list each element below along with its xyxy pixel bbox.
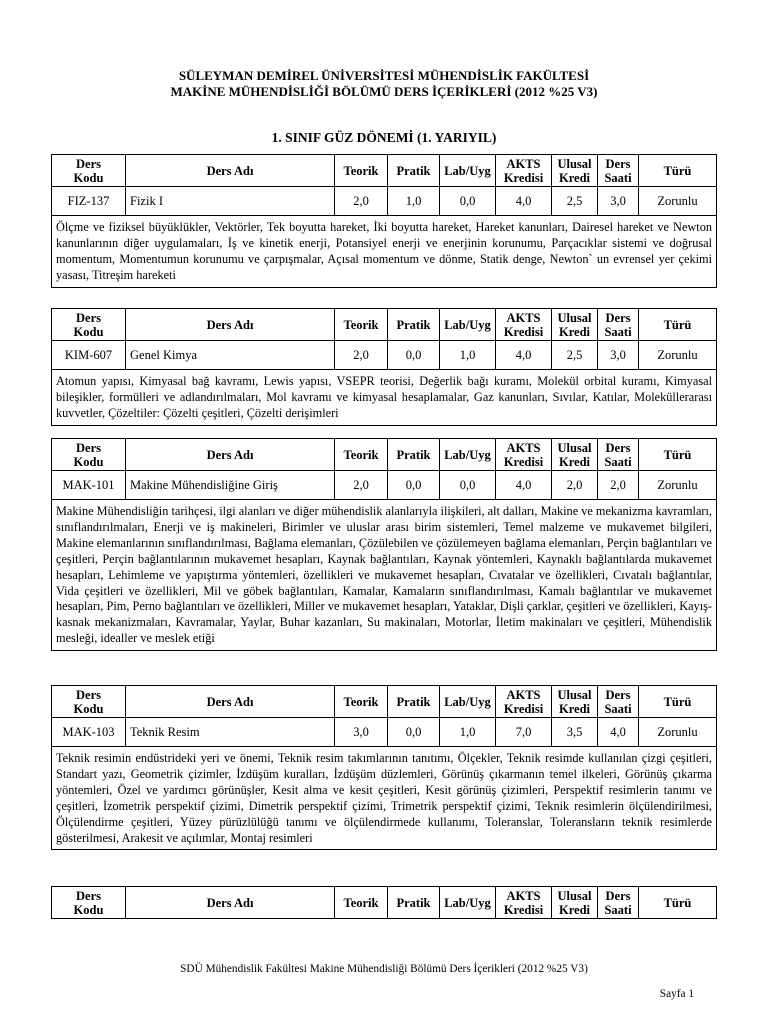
- course-turu: Zorunlu: [639, 187, 717, 216]
- header-saat: Ders Saati: [598, 686, 639, 718]
- course-description: Atomun yapısı, Kimyasal bağ kavramı, Lewis yapısı, VSEPR teorisi, Değerlik bağı kuramı, Molekül orbital kuramı, Kimyasal bileşikler, formülleri ve adlandırılmaları, Mol kavramı ve kimyasal hesaplamalar, Gaz kanunları, Sıvılar, Katılar, Moleküllerarası kuvvetler, Çözeltiler: Çözelti çeşitleri, Çözelti derişimleri: [52, 370, 717, 426]
- header-turu: Türü: [639, 439, 717, 471]
- course-teorik: 2,0: [335, 187, 388, 216]
- course-code: KIM-607: [52, 341, 126, 370]
- course-ulusal: 3,5: [552, 718, 598, 747]
- course-description: Ölçme ve fiziksel büyüklükler, Vektörler, Tek boyutta hareket, İki boyutta hareket, Hareket kanunları, Dairesel hareket ve Newton kanunlarının diğer uygulamaları, İş ve kinetik enerji, Potansiyel enerji ve enerjinin korunumu, Parçacıklar sistemi ve doğrusal momentum, Momentumun korunumu ve çarpışmalar, Açısal momentum ve dönme, Statik denge, Newton` un evrensel yer çekimi yasası, Titreşim hareketi: [52, 216, 717, 288]
- page-footer: SDÜ Mühendislik Fakültesi Makine Mühendisliği Bölümü Ders İçerikleri (2012 %25 V3): [180, 963, 588, 975]
- course-teorik: 3,0: [335, 718, 388, 747]
- course-table: [51, 308, 717, 426]
- header-pratik: Pratik: [388, 439, 440, 471]
- course-akts: 4,0: [496, 471, 552, 500]
- header-code: Ders Kodu: [52, 686, 126, 718]
- table-row: [52, 187, 717, 216]
- header-teorik: Teorik: [335, 155, 388, 187]
- course-pratik: 0,0: [388, 341, 440, 370]
- header-ulusal: Ulusal Kredi: [552, 887, 598, 919]
- header-teorik: Teorik: [335, 887, 388, 919]
- course-table: [51, 438, 717, 651]
- header-code: Ders Kodu: [52, 887, 126, 919]
- header-saat: Ders Saati: [598, 309, 639, 341]
- header-pratik: Pratik: [388, 309, 440, 341]
- header-ulusal: Ulusal Kredi: [552, 155, 598, 187]
- course-pratik: 0,0: [388, 471, 440, 500]
- header-ulusal: Ulusal Kredi: [552, 686, 598, 718]
- course-ulusal: 2,5: [552, 341, 598, 370]
- header-turu: Türü: [639, 887, 717, 919]
- course-turu: Zorunlu: [639, 341, 717, 370]
- header-teorik: Teorik: [335, 439, 388, 471]
- header-pratik: Pratik: [388, 686, 440, 718]
- header-turu: Türü: [639, 155, 717, 187]
- document-subtitle: MAKİNE MÜHENDİSLİĞİ BÖLÜMÜ DERS İÇERİKLERİ (2012 %25 V3): [170, 84, 598, 99]
- header-pratik: Pratik: [388, 155, 440, 187]
- course-saat: 4,0: [598, 718, 639, 747]
- header-akts: AKTS Kredisi: [496, 887, 552, 919]
- course-akts: 7,0: [496, 718, 552, 747]
- course-ulusal: 2,0: [552, 471, 598, 500]
- header-lab: Lab/Uyg: [440, 309, 496, 341]
- header-pratik: Pratik: [388, 887, 440, 919]
- header-name: Ders Adı: [126, 155, 335, 187]
- course-lab: 1,0: [440, 718, 496, 747]
- table-row: [52, 341, 717, 370]
- course-code: MAK-103: [52, 718, 126, 747]
- document-title: SÜLEYMAN DEMİREL ÜNİVERSİTESİ MÜHENDİSLİK FAKÜLTESİ: [178, 68, 590, 83]
- header-saat: Ders Saati: [598, 887, 639, 919]
- course-code: MAK-101: [52, 471, 126, 500]
- header-name: Ders Adı: [126, 309, 335, 341]
- header-teorik: Teorik: [335, 686, 388, 718]
- course-lab: 1,0: [440, 341, 496, 370]
- header-name: Ders Adı: [126, 686, 335, 718]
- course-lab: 0,0: [440, 471, 496, 500]
- header-saat: Ders Saati: [598, 439, 639, 471]
- course-name: Fizik I: [126, 187, 335, 216]
- course-akts: 4,0: [496, 187, 552, 216]
- header-saat: Ders Saati: [598, 155, 639, 187]
- header-lab: Lab/Uyg: [440, 686, 496, 718]
- course-ulusal: 2,5: [552, 187, 598, 216]
- course-table: [51, 685, 717, 850]
- table-row: [52, 471, 717, 500]
- header-teorik: Teorik: [335, 309, 388, 341]
- course-saat: 3,0: [598, 341, 639, 370]
- course-description: Makine Mühendisliğin tarihçesi, ilgi alanları ve diğer mühendislik alanlarıyla ilişkileri, alt dalları, Makine ve mekanizma kavramları, sınıflandırılmaları, Enerji ve iş makineleri, Birimler ve uluslar arası birim sistemleri, Temel malzeme ve mukavemet bilgileri, Makine elemanlarının sınıflandırılması, Bağlama elemanları, Çözülebilen ve çözülemeyen bağlama elemanları, Perçin bağlantıları ve çeşitleri, Perçin bağlantılarının mukavemet hesapları, Kaynak bağlantıları, Kaynak yöntemleri, Kaynaklı bağlantılarda mukavemet hesapları, Lehimleme ve yapıştırma yöntemleri, özellikleri ve mukavemet hesapları, Cıvatalar ve özellikleri, Cıvatalı bağlantılar, Vida çeşitleri ve özellikleri, Mil ve göbek bağlantıları, Kamalar, Kamaların sınıflandırılması, Kamalı bağlantılar ve mukavemet hesapları, Pim, Perno bağlantıları ve özellikleri, Miller ve mukavemet hesapları, Yataklar, Dişli çarklar, çeşitleri ve özellikleri, Kayış-kasnak mekanizmaları, Kavramalar, Yaylar, Buhar kazanları, Su makinaları, Motorlar, İletim makinaları ve çeşitleri, Mühendislik mesleği, idealler ve meslek etiği: [52, 500, 717, 651]
- page-number: Sayfa 1: [659, 988, 694, 1000]
- header-lab: Lab/Uyg: [440, 439, 496, 471]
- header-ulusal: Ulusal Kredi: [552, 439, 598, 471]
- course-saat: 3,0: [598, 187, 639, 216]
- course-turu: Zorunlu: [639, 471, 717, 500]
- course-name: Genel Kimya: [126, 341, 335, 370]
- course-lab: 0,0: [440, 187, 496, 216]
- table-row: [52, 718, 717, 747]
- course-pratik: 1,0: [388, 187, 440, 216]
- header-akts: AKTS Kredisi: [496, 309, 552, 341]
- header-ulusal: Ulusal Kredi: [552, 309, 598, 341]
- course-description: Teknik resimin endüstrideki yeri ve önemi, Teknik resim takımlarının tanıtımı, Ölçekler, Teknik resimde kullanılan çizgi çeşitleri, Standart yazı, Geometrik çizimler, İzdüşüm kuralları, İzdüşüm düzlemleri, Görünüş çıkarmanın temel ilkeleri, Görünüş çıkarma yöntemleri, Özel ve yardımcı görünüşler, Kesit alma ve kesit çeşitleri, Kesit görünüş çizimleri, Perspektif resimlerin tanımı ve çeşitleri, İzometrik perspektif çizimi, Dimetrik perspektif çizimi, Trimetrik perspektif çizimi, Teknik resimlerin ölçülendirilmesi, Ölçülendirme çeşitleri, Yüzey pürüzlülüğü tanımı ve ölçülendirmede kullanımı, Toleranslar, Toleransların teknik resimlerde gösterilmesi, Arakesit ve açılımlar, Montaj resimleri: [52, 747, 717, 850]
- header-akts: AKTS Kredisi: [496, 439, 552, 471]
- header-akts: AKTS Kredisi: [496, 155, 552, 187]
- course-saat: 2,0: [598, 471, 639, 500]
- course-teorik: 2,0: [335, 341, 388, 370]
- header-lab: Lab/Uyg: [440, 887, 496, 919]
- course-turu: Zorunlu: [639, 718, 717, 747]
- course-teorik: 2,0: [335, 471, 388, 500]
- semester-heading: 1. SINIF GÜZ DÖNEMİ (1. YARIYIL): [271, 130, 497, 145]
- header-turu: Türü: [639, 686, 717, 718]
- course-pratik: 0,0: [388, 718, 440, 747]
- header-name: Ders Adı: [126, 887, 335, 919]
- header-turu: Türü: [639, 309, 717, 341]
- course-table: [51, 154, 717, 288]
- header-code: Ders Kodu: [52, 309, 126, 341]
- course-code: FIZ-137: [52, 187, 126, 216]
- header-lab: Lab/Uyg: [440, 155, 496, 187]
- header-code: Ders Kodu: [52, 439, 126, 471]
- course-name: Teknik Resim: [126, 718, 335, 747]
- header-name: Ders Adı: [126, 439, 335, 471]
- header-akts: AKTS Kredisi: [496, 686, 552, 718]
- course-akts: 4,0: [496, 341, 552, 370]
- header-code: Ders Kodu: [52, 155, 126, 187]
- course-table: [51, 886, 717, 919]
- course-name: Makine Mühendisliğine Giriş: [126, 471, 335, 500]
